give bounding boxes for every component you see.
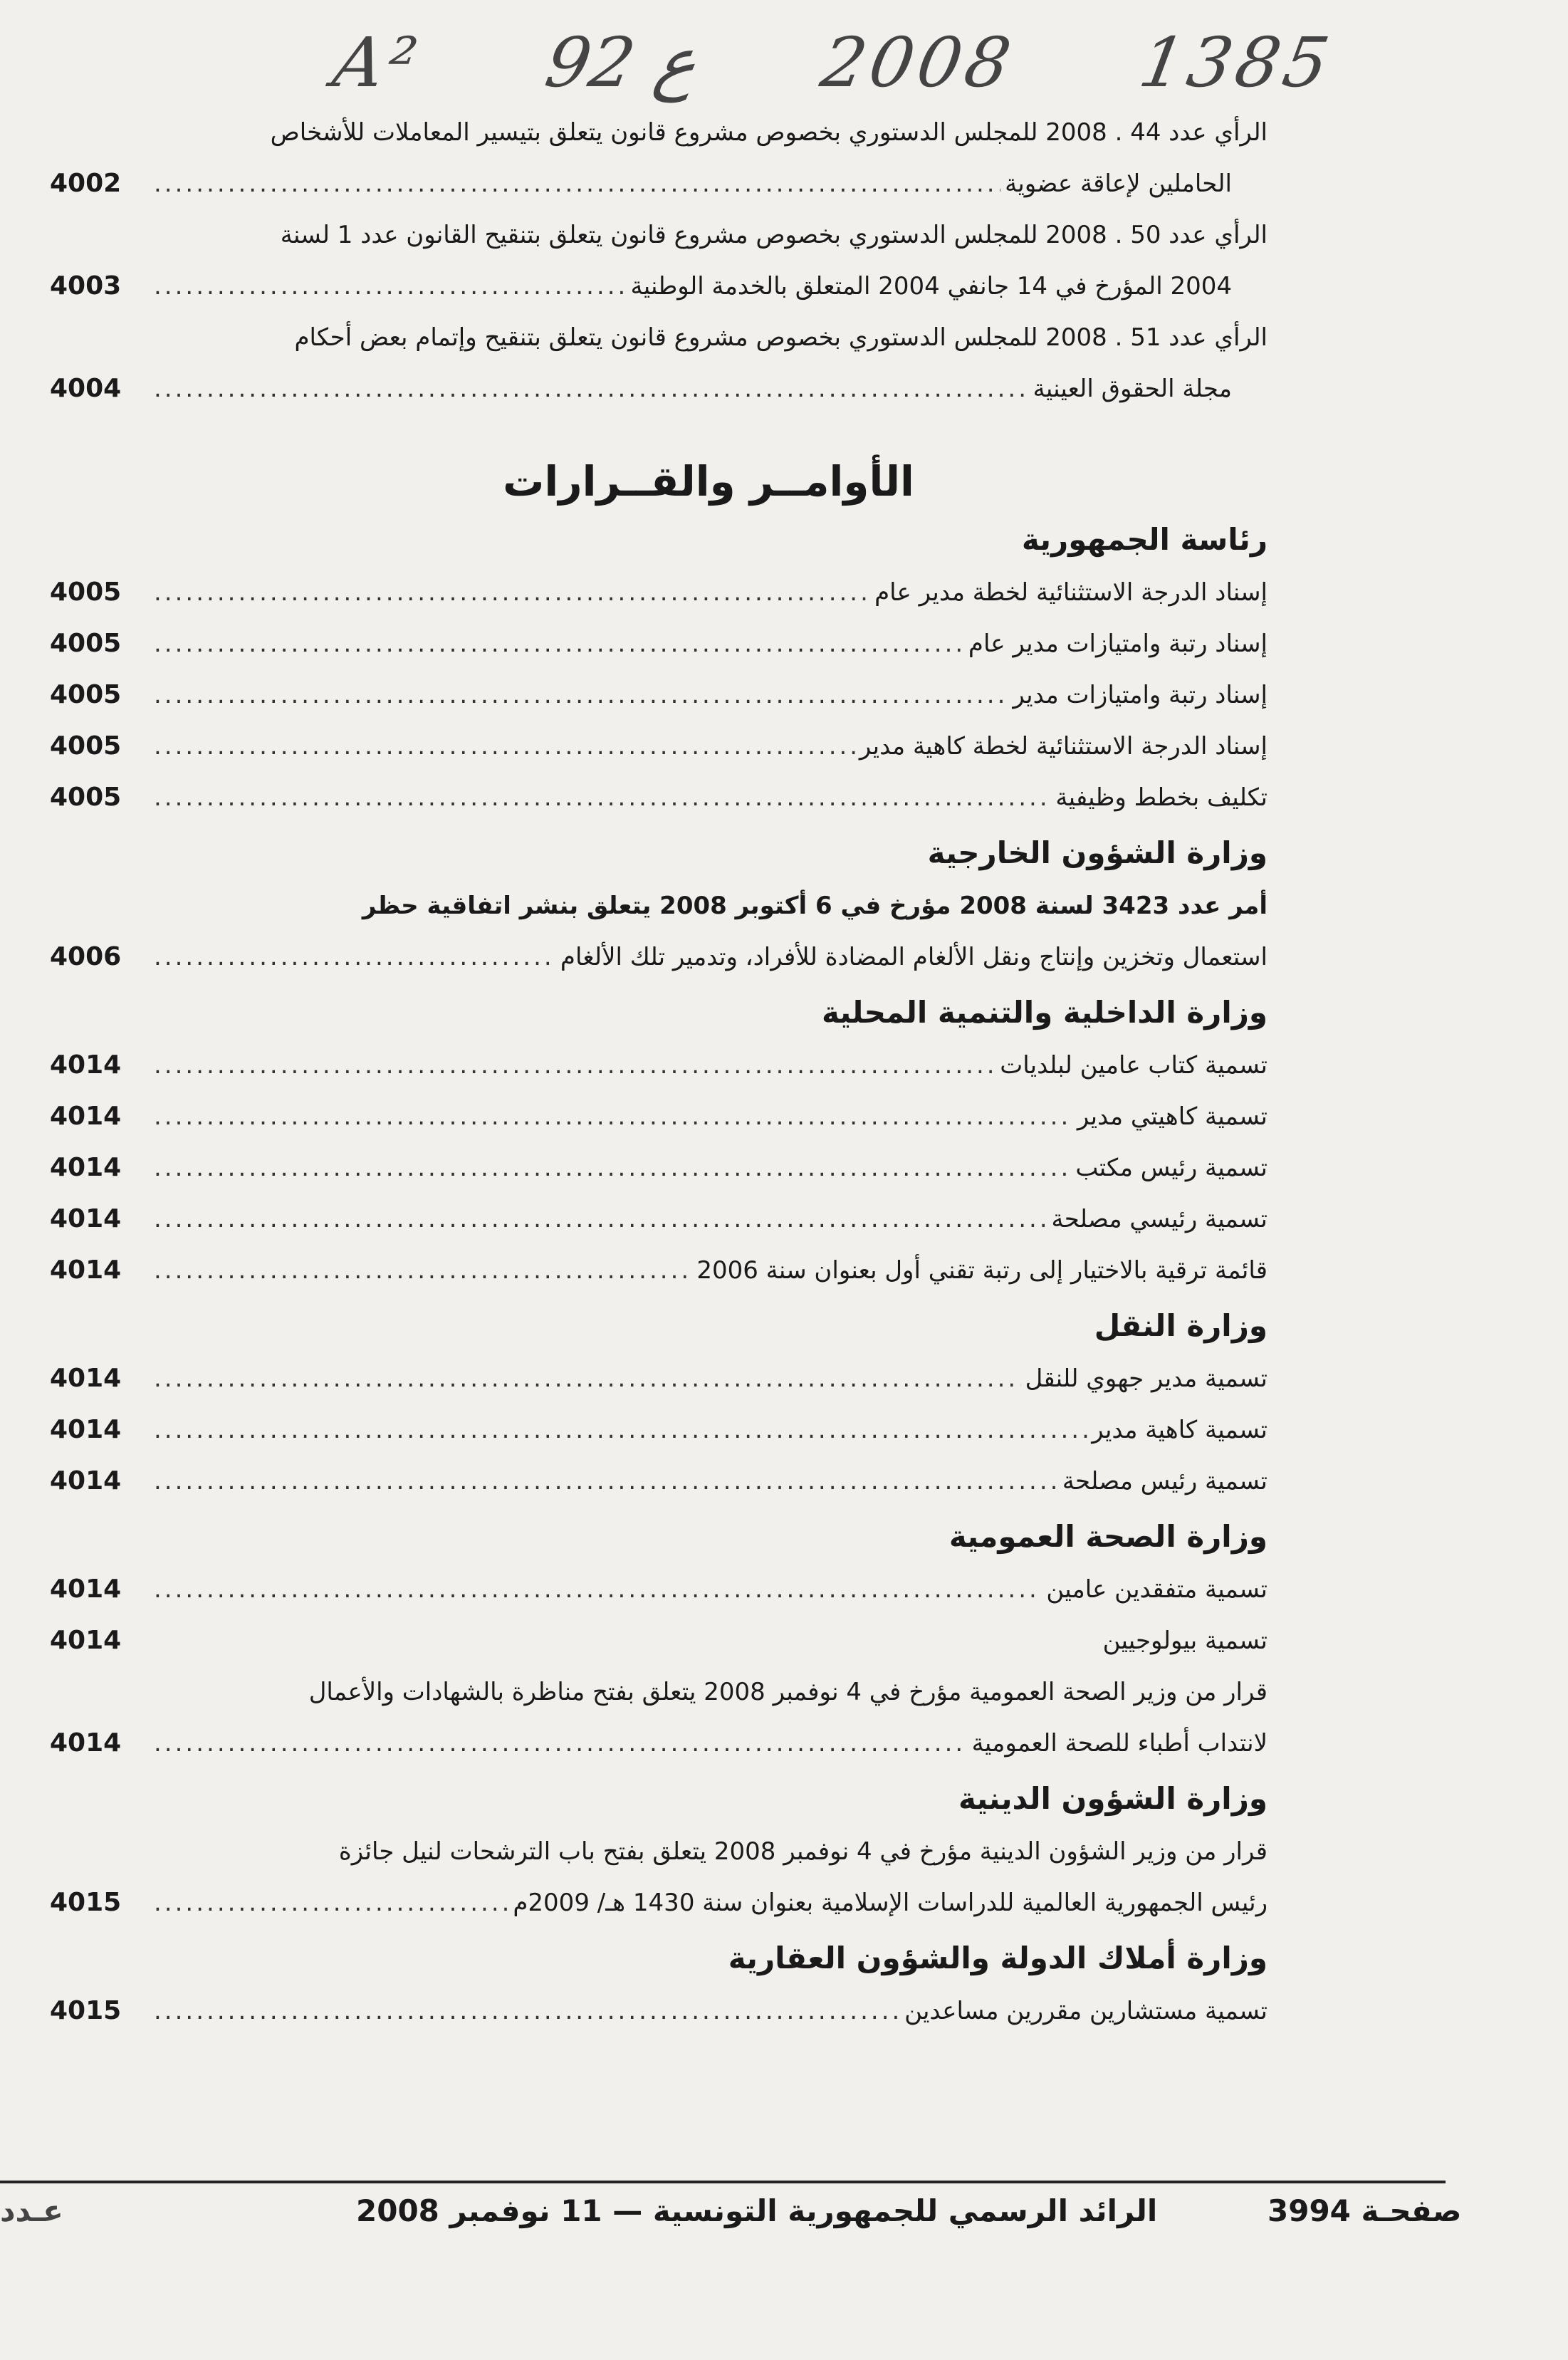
page-footer — [0, 2193, 1568, 2250]
entry-text-cont: رئيس الجمهورية العالمية للدراسات الإسلامية بعنوان سنة 1430 هـ/ 2009م — [513, 1889, 1268, 1917]
page-number: 4014 — [50, 1204, 122, 1233]
entry-text-cont: لانتداب أطباء للصحة العمومية — [971, 1729, 1268, 1758]
section-title: الأوامــر والقــرارات — [503, 457, 914, 506]
leader-dots — [154, 158, 1000, 209]
item-text: تسمية كتاب عامين لبلديات — [1000, 1051, 1268, 1080]
page-number: 4005 — [50, 629, 122, 658]
page-number: 4014 — [50, 1050, 122, 1080]
toc-item[interactable] — [50, 1245, 1268, 1296]
item-text: تسمية رئيس مكتب — [1075, 1154, 1268, 1182]
leader-dots — [154, 721, 855, 772]
item-text: قائمة ترقية بالاختيار إلى رتبة تقني أول بعنوان سنة 2006 — [696, 1256, 1268, 1285]
handwritten-mark-c: 2008 — [815, 23, 1021, 103]
item-text: إسناد رتبة وامتيازات مدير عام — [968, 630, 1268, 658]
item-text: تسمية مستشارين مقررين مساعدين — [904, 1997, 1268, 2025]
handwritten-mark-a: A² — [328, 23, 427, 103]
item-text: تسمية كاهيتي مدير — [1077, 1102, 1268, 1131]
page-number: 4014 — [50, 1415, 122, 1444]
leader-dots — [154, 772, 1051, 823]
page-label: صفحـة 3994 — [1268, 2193, 1462, 2228]
toc-item[interactable] — [50, 1615, 1268, 1666]
item-text: تكليف بخطط وظيفية — [1055, 783, 1268, 812]
toc-item[interactable] — [50, 721, 1268, 772]
opinion-entry-50[interactable] — [50, 209, 1268, 312]
toc-item[interactable] — [50, 669, 1268, 721]
page-number: 4003 — [50, 271, 122, 301]
item-text: تسمية رئيس مصلحة — [1062, 1467, 1268, 1495]
toc-item[interactable] — [50, 1456, 1268, 1507]
table-of-contents — [50, 107, 1268, 2037]
ministry-heading-health: وزارة الصحة العمومية — [948, 1519, 1268, 1554]
toc-item[interactable] — [50, 567, 1268, 618]
handwritten-mark-b: 92 ع — [539, 23, 704, 103]
page-number: 4014 — [50, 1102, 122, 1131]
toc-item[interactable] — [50, 1404, 1268, 1456]
page-number: 4014 — [50, 1153, 122, 1182]
entry-text: قرار من وزير الشؤون الدينية مؤرخ في 4 نوفمبر 2008 يتعلق بفتح باب الترشحات لنيل جائزة — [338, 1837, 1268, 1866]
page-number: 4014 — [50, 1466, 122, 1495]
leader-dots — [154, 1718, 968, 1769]
page-number: 4015 — [50, 1996, 122, 2025]
ministry-heading-presidency: رئاسة الجمهورية — [1021, 522, 1268, 557]
page-number: 4006 — [50, 942, 122, 971]
leader-dots — [154, 1456, 1058, 1507]
page-number: 4014 — [50, 1575, 122, 1604]
leader-dots — [154, 1245, 692, 1296]
page-number: 4002 — [50, 169, 122, 198]
leader-dots — [154, 931, 556, 983]
item-text: تسمية رئيسي مصلحة — [1051, 1205, 1268, 1233]
ministry-heading-interior: وزارة الداخلية والتنمية المحلية — [821, 995, 1268, 1030]
item-text: إسناد الدرجة الاستثنائية لخطة مدير عام — [874, 578, 1268, 607]
page-number: 4015 — [50, 1888, 122, 1917]
toc-item[interactable] — [50, 1142, 1268, 1194]
page-number: 4014 — [50, 1626, 122, 1655]
item-text: إسناد رتبة وامتيازات مدير — [1013, 681, 1268, 709]
issue-label-edge: عـدد — [0, 2193, 63, 2228]
toc-item[interactable] — [50, 1194, 1268, 1245]
entry-text: الرأي عدد 51 . 2008 للمجلس الدستوري بخصوص مشروع قانون يتعلق بتنقيح وإتمام بعض أحكام — [294, 323, 1268, 352]
page-number: 4014 — [50, 1255, 122, 1285]
ministry-heading-transport: وزارة النقل — [1094, 1308, 1268, 1343]
ministry-heading-religious: وزارة الشؤون الدينية — [958, 1781, 1268, 1816]
page-number: 4014 — [50, 1728, 122, 1758]
leader-dots — [154, 567, 870, 618]
handwritten-annotation — [328, 20, 1339, 105]
entry-text: أمر عدد 3423 لسنة 2008 مؤرخ في 6 أكتوبر 2008 يتعلق بنشر اتفاقية حظر — [362, 892, 1268, 920]
toc-item[interactable] — [50, 880, 1268, 983]
leader-dots — [154, 618, 964, 669]
entry-text-cont: استعمال وتخزين وإنتاج ونقل الألغام المضادة للأفراد، وتدمير تلك الألغام — [560, 943, 1268, 971]
entry-text: قرار من وزير الصحة العمومية مؤرخ في 4 نوفمبر 2008 يتعلق بفتح مناظرة بالشهادات والأعمال — [308, 1678, 1268, 1706]
toc-item[interactable] — [50, 1353, 1268, 1404]
leader-dots — [154, 1091, 1073, 1142]
item-text: تسمية بيولوجيين — [1102, 1627, 1268, 1655]
journal-title: الرائد الرسمي للجمهورية التونسية — 11 نوفمبر 2008 — [356, 2193, 1158, 2228]
item-text: تسمية مدير جهوي للنقل — [1025, 1364, 1268, 1393]
item-text: تسمية متفقدين عامين — [1046, 1575, 1268, 1604]
toc-item[interactable] — [50, 1666, 1268, 1769]
page-number: 4004 — [50, 374, 122, 403]
opinion-entry-44[interactable] — [50, 107, 1268, 209]
handwritten-mark-d: 1385 — [1133, 23, 1339, 103]
leader-dots — [154, 1142, 1071, 1194]
leader-dots — [154, 1877, 508, 1928]
toc-item[interactable] — [50, 1040, 1268, 1091]
toc-item[interactable] — [50, 618, 1268, 669]
item-text: تسمية كاهية مدير — [1092, 1416, 1268, 1444]
toc-item[interactable] — [50, 1985, 1268, 2037]
leader-dots — [154, 1404, 1087, 1456]
entry-text-cont: الحاملين لإعاقة عضوية — [1005, 169, 1232, 198]
leader-dots — [154, 1194, 1047, 1245]
leader-dots — [154, 1040, 995, 1091]
opinion-entry-51[interactable] — [50, 312, 1268, 414]
ministry-heading-state-property: وزارة أملاك الدولة والشؤون العقارية — [728, 1941, 1268, 1975]
entry-text: الرأي عدد 44 . 2008 للمجلس الدستوري بخصوص مشروع قانون يتعلق بتيسير المعاملات للأشخاص — [270, 118, 1268, 147]
entry-text-cont: مجلة الحقوق العينية — [1033, 375, 1232, 403]
leader-dots — [154, 261, 626, 312]
item-text: إسناد الدرجة الاستثنائية لخطة كاهية مدير — [859, 732, 1268, 761]
toc-item[interactable] — [50, 1826, 1268, 1928]
page-number: 4005 — [50, 783, 122, 812]
toc-item[interactable] — [50, 1091, 1268, 1142]
leader-dots — [154, 669, 1008, 721]
leader-dots — [154, 363, 1029, 414]
page-number: 4005 — [50, 680, 122, 709]
toc-item[interactable] — [50, 772, 1268, 823]
toc-item[interactable] — [50, 1564, 1268, 1615]
ministry-heading-foreign: وزارة الشؤون الخارجية — [927, 835, 1268, 870]
footer-divider — [0, 2181, 1446, 2183]
entry-text-cont: 2004 المؤرخ في 14 جانفي 2004 المتعلق بالخدمة الوطنية — [630, 272, 1232, 301]
page-number: 4005 — [50, 731, 122, 761]
leader-dots — [154, 1564, 1042, 1615]
entry-text: الرأي عدد 50 . 2008 للمجلس الدستوري بخصوص مشروع قانون يتعلق بتنقيح القانون عدد 1 لسنة — [280, 221, 1268, 249]
page-number: 4005 — [50, 578, 122, 607]
leader-dots — [154, 1985, 900, 2037]
leader-dots — [154, 1353, 1021, 1404]
page-number: 4014 — [50, 1364, 122, 1393]
